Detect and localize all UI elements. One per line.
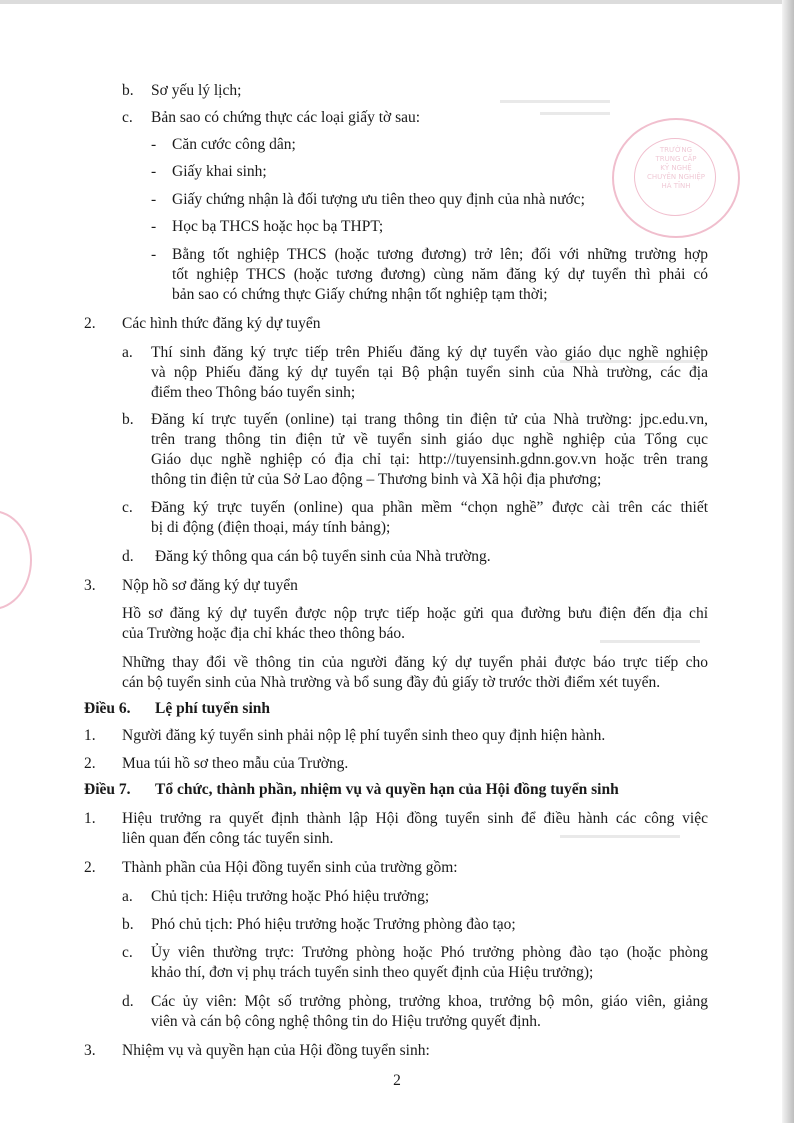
list-marker: a. — [122, 344, 133, 361]
list-item-line: thông tin điện tử của Sở Lao động – Thương binh và Xã hội địa phương; — [151, 471, 602, 488]
article-title: Tổ chức, thành phần, nhiệm vụ và quyền hạn của Hội đồng tuyển sinh — [155, 781, 619, 798]
dash-item-line: Bằng tốt nghiệp THCS (hoặc tương đương) trở lên; đối với những trường hợp — [172, 246, 708, 263]
paragraph-line: của Trường hoặc địa chỉ khác theo thông báo. — [122, 625, 406, 642]
list-marker: c. — [122, 109, 133, 126]
paragraph-line: cán bộ tuyển sinh của Nhà trường và bổ sung đầy đủ giấy tờ trước thời điểm xét tuyển. — [122, 674, 661, 691]
partial-seal-left — [0, 510, 32, 610]
item-number: 2. — [84, 859, 96, 876]
list-marker: c. — [122, 944, 133, 961]
dash-item: Học bạ THCS hoặc học bạ THPT; — [172, 218, 384, 235]
list-marker: b. — [122, 82, 134, 99]
list-item-line: và nộp Phiếu đăng ký dự tuyển tại Bộ phận tuyển sinh của Nhà trường, các địa — [151, 364, 708, 381]
dash-marker: - — [151, 163, 157, 180]
list-item-line: Đăng ký trực tuyến (online) qua phần mềm “chọn nghề” được cài trên các thiết — [151, 499, 708, 516]
list-item-text: Sơ yếu lý lịch; — [151, 82, 242, 99]
scan-edge-top — [0, 0, 794, 4]
item-text: Mua túi hồ sơ theo mẫu của Trường. — [122, 755, 349, 772]
list-marker: d. — [122, 993, 134, 1010]
list-item-text: Bản sao có chứng thực các loại giấy tờ sau: — [151, 109, 421, 126]
list-marker: b. — [122, 411, 134, 428]
scan-edge-right — [782, 0, 794, 1123]
dash-marker: - — [151, 136, 157, 153]
list-item-line: Các ủy viên: Một số trưởng phòng, trưởng khoa, trưởng bộ môn, giáo viên, giảng — [151, 993, 708, 1010]
red-seal-stamp — [612, 118, 740, 238]
stamp-line: CHUYÊN NGHIỆP — [646, 173, 706, 181]
list-item-text: Chủ tịch: Hiệu trưởng hoặc Phó hiệu trưởng; — [151, 888, 430, 905]
item-number: 1. — [84, 810, 96, 827]
item-number: 3. — [84, 1042, 96, 1059]
item-line: liên quan đến công tác tuyển sinh. — [122, 830, 334, 847]
item-number: 2. — [84, 315, 96, 332]
article-label: Điều 7. — [84, 781, 131, 798]
list-marker: c. — [122, 499, 133, 516]
bleed-through — [600, 640, 700, 643]
dash-item: Căn cước công dân; — [172, 136, 296, 153]
item-title: Nộp hồ sơ đăng ký dự tuyển — [122, 577, 298, 594]
list-item-line: điểm theo Thông báo tuyển sinh; — [151, 384, 356, 401]
item-line: Hiệu trưởng ra quyết định thành lập Hội đồng tuyển sinh để điều hành các công việc — [122, 810, 708, 827]
dash-marker: - — [151, 246, 157, 263]
item-number: 2. — [84, 755, 96, 772]
stamp-line: KỸ NGHỆ — [660, 164, 692, 172]
bleed-through — [560, 835, 680, 838]
page-number: 2 — [393, 1072, 401, 1089]
paragraph-line: Những thay đổi về thông tin của người đăng ký dự tuyển phải được báo trực tiếp cho — [122, 654, 708, 671]
list-item-line: trên trang thông tin điện tử về tuyển sinh giáo dục nghề nghiệp của Tổng cục — [151, 431, 708, 448]
dash-item-line: bản sao có chứng thực Giấy chứng nhận tốt nghiệp tạm thời; — [172, 286, 548, 303]
article-label: Điều 6. — [84, 700, 131, 717]
list-item-line: viên và cán bộ công nghệ thông tin do Hiệu trưởng quyết định. — [151, 1013, 541, 1030]
item-number: 3. — [84, 577, 96, 594]
article-title: Lệ phí tuyển sinh — [155, 700, 271, 717]
stamp-line: TRUNG CẤP — [655, 155, 697, 163]
item-text: Người đăng ký tuyển sinh phải nộp lệ phí tuyển sinh theo quy định hiện hành. — [122, 727, 606, 744]
item-title: Các hình thức đăng ký dự tuyển — [122, 315, 321, 332]
dash-item: Giấy khai sinh; — [172, 163, 267, 180]
dash-item-line: tốt nghiệp THCS (hoặc tương đương) cùng năm đăng ký dự tuyển thì phải có — [172, 266, 708, 283]
dash-item: Giấy chứng nhận là đối tượng ưu tiên theo quy định của nhà nước; — [172, 191, 585, 208]
list-marker: b. — [122, 916, 134, 933]
stamp-line: TRƯỜNG — [659, 146, 693, 154]
paragraph-line: Hồ sơ đăng ký dự tuyển được nộp trực tiếp hoặc gửi qua đường bưu điện đến địa chỉ — [122, 605, 708, 622]
item-number: 1. — [84, 727, 96, 744]
dash-marker: - — [151, 191, 157, 208]
bleed-through — [500, 100, 610, 103]
bleed-through — [540, 112, 610, 115]
list-marker: a. — [122, 888, 133, 905]
list-item-line: bị di động (điện thoại, máy tính bảng); — [151, 519, 391, 536]
stamp-line: HÀ TĨNH — [661, 182, 691, 190]
list-item-line: Thí sinh đăng ký trực tiếp trên Phiếu đăng ký dự tuyển vào giáo dục nghề nghiệp — [151, 344, 708, 361]
list-item-text: Đăng ký thông qua cán bộ tuyển sinh của Nhà trường. — [155, 548, 491, 565]
list-item-line: Ủy viên thường trực: Trưởng phòng hoặc Phó trưởng phòng đào tạo (hoặc phòng — [151, 944, 708, 961]
list-item-line: Giáo dục nghề nghiệp có địa chỉ tại: http://tuyensinh.gdnn.gov.vn hoặc trên trang — [151, 451, 708, 468]
item-title: Nhiệm vụ và quyền hạn của Hội đồng tuyển sinh: — [122, 1042, 430, 1059]
list-item-line: Đăng kí trực tuyến (online) tại trang thông tin điện tử của Nhà trường: jpc.edu.vn, — [151, 411, 708, 428]
item-title: Thành phần của Hội đồng tuyển sinh của trường gồm: — [122, 859, 458, 876]
list-marker: d. — [122, 548, 134, 565]
dash-marker: - — [151, 218, 157, 235]
list-item-line: khảo thí, đơn vị phụ trách tuyển sinh theo quyết định của Hiệu trưởng); — [151, 964, 594, 981]
list-item-text: Phó chủ tịch: Phó hiệu trưởng hoặc Trưởng phòng đào tạo; — [151, 916, 516, 933]
